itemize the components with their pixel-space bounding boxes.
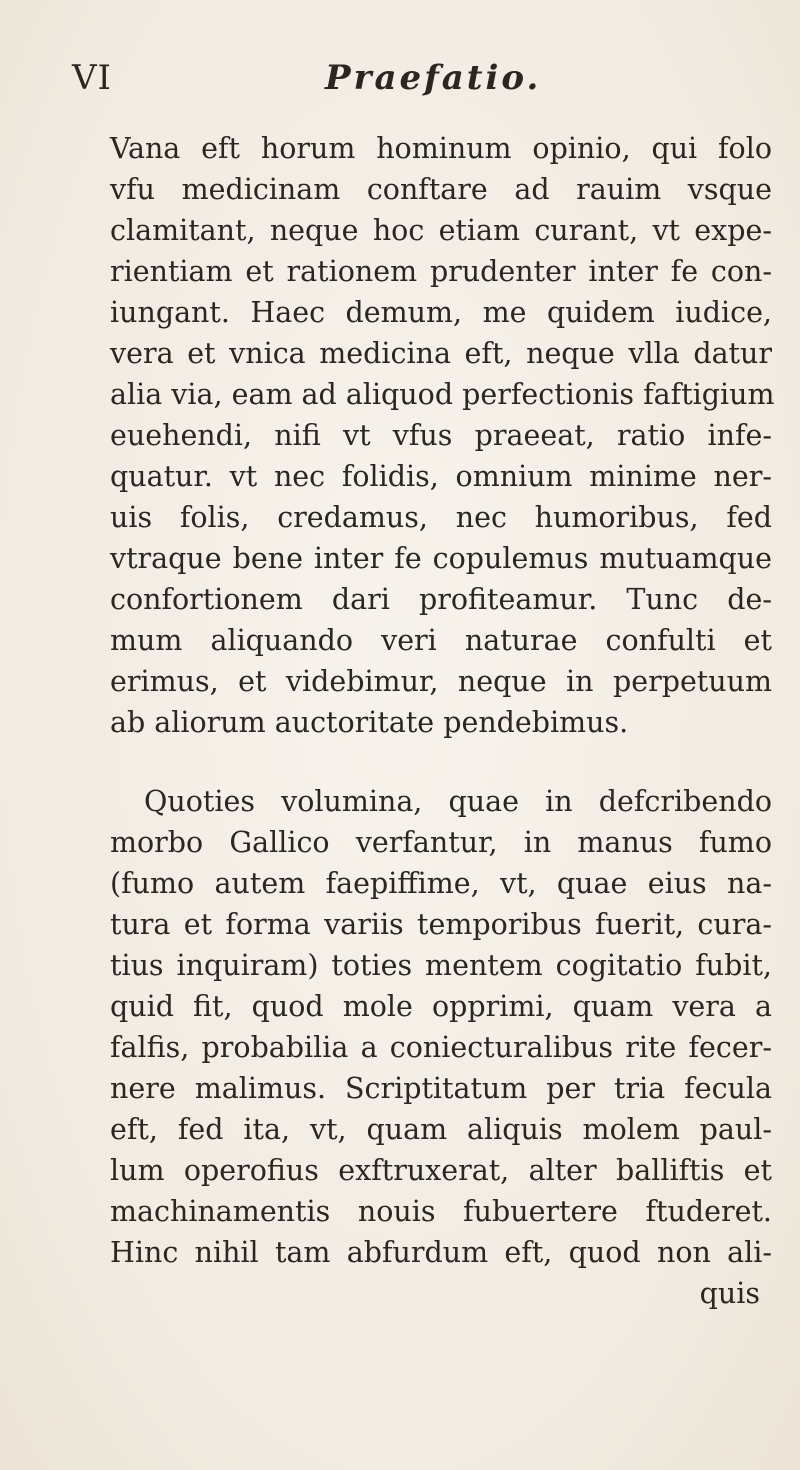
- text-line: tius inquiram) toties mentem cogitatio fubit,: [110, 949, 772, 982]
- body-text: [110, 128, 775, 1314]
- text-line: uis folis, credamus, nec humoribus, fed: [110, 501, 772, 534]
- text-line: alia via, eam ad aliquod perfectionis faftigium: [110, 378, 775, 411]
- text-line: quatur. vt nec folidis, omnium minime ner-: [110, 460, 772, 493]
- paragraph-2: [110, 781, 772, 1273]
- text-line: euehendi, nifi vt vfus praeeat, ratio infe-: [110, 419, 772, 452]
- text-line: erimus, et videbimur, neque in perpetuum: [110, 665, 772, 698]
- text-line: ab aliorum auctoritate pendebimus.: [110, 706, 629, 739]
- text-line: nere malimus. Scriptitatum per tria fecula: [110, 1072, 772, 1105]
- text-line: vtraque bene inter fe copulemus mutuamque: [110, 542, 772, 575]
- text-line: morbo Gallico verfantur, in manus fumo: [110, 826, 772, 859]
- text-line: tura et forma variis temporibus fuerit, cura-: [110, 908, 772, 941]
- text-line: lum operofius exftruxerat, alter balliftis et: [110, 1154, 772, 1187]
- text-line: machinamentis nouis fubuertere ftuderet.: [110, 1195, 772, 1228]
- running-head: [60, 58, 750, 108]
- page-number: VI: [72, 58, 112, 98]
- text-line: Vana eft horum hominum opinio, qui folo: [110, 132, 772, 165]
- paragraph-gap: [110, 743, 772, 781]
- text-line: Quoties volumina, quae in defcribendo: [144, 785, 772, 818]
- text-line: clamitant, neque hoc etiam curant, vt expe-: [110, 214, 772, 247]
- text-line: rientiam et rationem prudenter inter fe con-: [110, 255, 772, 288]
- text-line: vfu medicinam conftare ad rauim vsque: [110, 173, 772, 206]
- paragraph-1: [110, 128, 775, 743]
- text-line: eft, fed ita, vt, quam aliquis molem paul-: [110, 1113, 772, 1146]
- text-line: Hinc nihil tam abfurdum eft, quod non ali-: [110, 1236, 772, 1269]
- text-line: mum aliquando veri naturae confulti et: [110, 624, 772, 657]
- text-line: quid fit, quod mole opprimi, quam vera a: [110, 990, 772, 1023]
- text-line: (fumo autem faepiffime, vt, quae eius na-: [110, 867, 772, 900]
- catchword: quis: [699, 1277, 760, 1310]
- text-line: vera et vnica medicina eft, neque vlla datur: [110, 337, 772, 370]
- text-line: confortionem dari profiteamur. Tunc de-: [110, 583, 772, 616]
- running-title: Praefatio.: [325, 58, 542, 98]
- text-line: iungant. Haec demum, me quidem iudice,: [110, 296, 772, 329]
- text-line: falfis, probabilia a coniecturalibus rite fecer-: [110, 1031, 772, 1064]
